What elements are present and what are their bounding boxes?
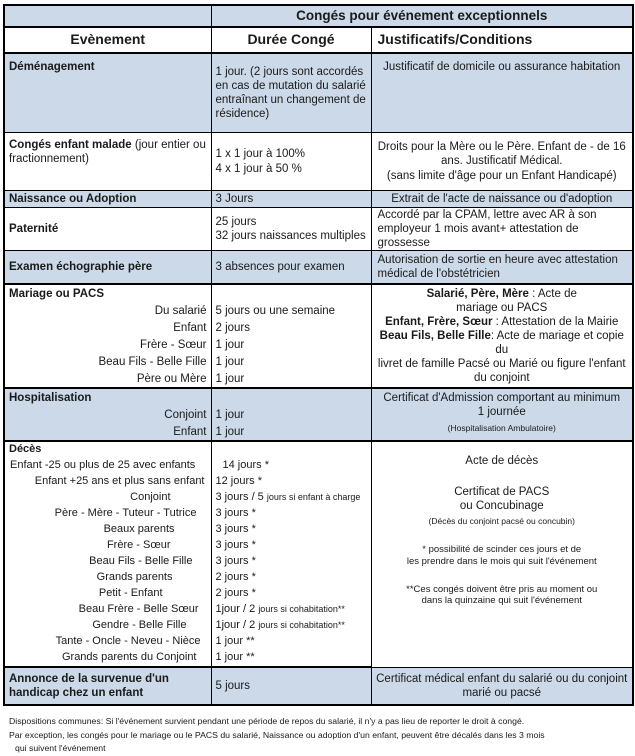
- proof-line: 1 journée: [477, 406, 526, 419]
- row-hospitalisation-header: Hospitalisation: [4, 388, 211, 406]
- row-deces-item-duration: 3 jours *: [211, 538, 371, 554]
- column-header-row: [4, 27, 633, 53]
- footnote-line-3: qui suivent l'événement: [15, 743, 106, 754]
- row-naissance-duration: 3 Jours: [211, 191, 371, 208]
- table-row: [4, 388, 633, 406]
- row-deces-item-label: Beaux parents: [4, 522, 211, 538]
- row-deces-item-label: Beau Frère - Belle Sœur: [4, 602, 211, 618]
- row-deces-item-label: Petit - Enfant: [4, 586, 211, 602]
- row-deces-item-duration: 1jour / 2 jours si cohabitation**: [211, 618, 371, 634]
- proof-line: Certificat d'Admission comportant au minimum: [383, 392, 621, 405]
- row-deces-item-label: Gendre - Belle Fille: [4, 618, 211, 634]
- row-enfant-malade-event-rest: (jour entier ou fractionnement): [9, 139, 206, 166]
- table-row: [4, 667, 633, 705]
- row-handicap-duration: 5 jours: [211, 667, 371, 705]
- document-title: Congés pour événement exceptionnels: [211, 5, 633, 27]
- proof-line: dans la quinzaine qui suit l'événement: [421, 595, 582, 607]
- column-header-proof: Justificatifs/Conditions: [371, 27, 633, 53]
- row-paternite-proof-2: employeur 1 mois avant+ attestation de grossesse: [377, 223, 579, 250]
- row-deces-item-label: Enfant +25 ans et plus sans enfant: [4, 474, 211, 490]
- row-mariage-pere-mere-duration: 1 jour: [211, 370, 371, 388]
- title-spacer-cell: [4, 5, 211, 27]
- row-enfant-malade-proof-2: ans. Justificatif Médical.: [441, 155, 563, 168]
- proof-line: ou Concubinage: [459, 500, 544, 513]
- row-handicap-event: [4, 667, 211, 705]
- row-echographie-proof-1: Autorisation de sortie en heure avec attestation: [377, 254, 618, 267]
- footnote-line-2: Par exception, les congés pour le mariage ou le PACS du salarié, Naissance ou adoption d'un enfant, peuvent être décalés dans les 3 mois: [9, 729, 545, 740]
- row-naissance-proof: Extrait de l'acte de naissance ou d'adoption: [371, 191, 633, 208]
- column-header-event: Evènement: [4, 27, 211, 53]
- row-deces-proof: [371, 441, 633, 667]
- row-deces-item-label: Frère - Sœur: [4, 538, 211, 554]
- row-handicap-proof: [371, 667, 633, 705]
- table-row: [4, 284, 633, 302]
- row-deces-item-label: Tante - Oncle - Neveu - Nièce: [4, 634, 211, 650]
- row-echographie-event: Examen échographie père: [4, 251, 211, 285]
- table-row: [4, 191, 633, 208]
- row-naissance-event: Naissance ou Adoption: [4, 191, 211, 208]
- row-echographie-proof: [371, 251, 633, 285]
- row-hospitalisation-enfant-duration: 1 jour: [211, 423, 371, 441]
- row-enfant-malade-event: [4, 133, 211, 191]
- row-enfant-malade-duration-1: 1 x 1 jour à 100%: [215, 148, 306, 161]
- proof-line: Beau Fils, Belle Fille: Acte de mariage et copie du: [379, 330, 624, 357]
- column-header-duration: Durée Congé: [211, 27, 371, 53]
- table-row: [4, 251, 633, 285]
- exceptional-leave-table: [3, 4, 634, 706]
- proof-line: Enfant, Frère, Sœur : Attestation de la Mairie: [385, 316, 619, 329]
- row-mariage-frere-soeur-duration: 1 jour: [211, 336, 371, 353]
- row-deces-header: Décès: [4, 441, 211, 458]
- row-mariage-header: Mariage ou PACS: [4, 284, 211, 302]
- row-deces-item-label: Conjoint: [4, 490, 211, 506]
- row-demenagement-proof: Justificatif de domicile ou assurance habitation: [371, 53, 633, 133]
- row-mariage-enfant-duration: 2 jours: [211, 319, 371, 336]
- row-deces-item-label: Père - Mère - Tuteur - Tutrice: [4, 506, 211, 522]
- row-hospitalisation-duration-blank: [211, 388, 371, 406]
- row-hospitalisation-proof: [371, 388, 633, 441]
- proof-line: les prendre dans le mois qui suit l'événement: [406, 556, 597, 568]
- proof-line: du conjoint: [473, 372, 530, 385]
- proof-line: Certificat de PACS: [454, 486, 550, 499]
- row-deces-item-duration: 12 jours *: [211, 474, 371, 490]
- row-deces-item-label: Grands parents du Conjoint: [4, 650, 211, 667]
- row-paternite-event: Paternité: [4, 208, 211, 251]
- row-mariage-beau-fils-duration: 1 jour: [211, 353, 371, 370]
- row-handicap-proof-1: Certificat médical enfant du salarié ou du conjoint: [376, 672, 628, 685]
- table-row: [4, 53, 633, 133]
- footnote-line-1: Dispositions communes: Si l'événement survient pendant une période de repos du salarié, il n'y a pas lieu de reporter le droit à congé.: [9, 716, 525, 727]
- row-enfant-malade-proof-1: Droits pour la Mère ou le Père. Enfant de - de 16: [377, 141, 626, 154]
- row-handicap-event-2: handicap chez un enfant: [9, 687, 144, 700]
- row-deces-item-duration: 3 jours *: [211, 506, 371, 522]
- row-enfant-malade-proof-3: (sans limite d'âge pour un Enfant Handicapé): [386, 169, 617, 182]
- row-deces-item-duration: 1 jour **: [211, 634, 371, 650]
- row-mariage-pere-mere-label: Père ou Mère: [4, 370, 211, 388]
- row-mariage-frere-soeur-label: Frère - Sœur: [4, 336, 211, 353]
- table-row: [4, 208, 633, 251]
- row-paternite-proof-1: Accordé par la CPAM, lettre avec AR à son: [377, 209, 597, 221]
- footnote-block: [3, 715, 632, 755]
- row-mariage-salarie-label: Du salarié: [4, 302, 211, 319]
- row-deces-item-duration: 1jour / 2 jours si cohabitation**: [211, 602, 371, 618]
- row-mariage-beau-fils-label: Beau Fils - Belle Fille: [4, 353, 211, 370]
- table-row: [4, 133, 633, 191]
- proof-line: **Ces congés doivent être pris au moment ou: [406, 583, 598, 595]
- row-paternite-duration: [211, 208, 371, 251]
- row-deces-item-label: Enfant -25 ou plus de 25 avec enfants: [4, 458, 211, 474]
- row-echographie-proof-2: médical de l'obstétricien: [377, 268, 500, 281]
- row-enfant-malade-duration-2: 4 x 1 jour à 50 %: [215, 162, 302, 175]
- row-deces-item-duration: 2 jours *: [211, 586, 371, 602]
- row-mariage-salarie-duration: 5 jours ou une semaine: [211, 302, 371, 319]
- row-deces-item-duration: 3 jours *: [211, 554, 371, 570]
- table-row: [4, 441, 633, 458]
- row-enfant-malade-proof: [371, 133, 633, 191]
- proof-line: (Hospitalisation Ambulatoire): [447, 423, 556, 434]
- row-paternite-duration-1: 25 jours: [215, 216, 257, 228]
- row-handicap-event-1: Annonce de la survenue d'un: [9, 673, 169, 686]
- proof-line: livret de famille Pacsé ou Marié ou figure l'enfant: [377, 358, 626, 371]
- row-deces-item-label: Grands parents: [4, 570, 211, 586]
- row-hospitalisation-conjoint-label: Conjoint: [4, 406, 211, 423]
- row-paternite-proof: [371, 208, 633, 251]
- row-deces-item-duration: 1 jour **: [211, 650, 371, 667]
- row-deces-item-duration: 3 jours / 5 jours si enfant à charge: [211, 490, 371, 506]
- proof-line: mariage ou PACS: [456, 302, 548, 315]
- proof-line: (Décès du conjoint pacsé ou concubin): [428, 516, 575, 527]
- row-demenagement-duration: 1 jour. (2 jours sont accordés en cas de mutation du salarié entraînant un changement de résidence): [211, 53, 371, 133]
- row-mariage-enfant-label: Enfant: [4, 319, 211, 336]
- row-hospitalisation-enfant-label: Enfant: [4, 423, 211, 441]
- row-deces-item-duration: 3 jours *: [211, 522, 371, 538]
- proof-line: * possibilité de scinder ces jours et de: [422, 544, 582, 556]
- row-echographie-duration: 3 absences pour examen: [211, 251, 371, 285]
- proof-line: Acte de décès: [465, 455, 539, 468]
- row-deces-item-label: Beau Fils - Belle Fille: [4, 554, 211, 570]
- row-deces-item-duration: 14 jours *: [211, 458, 371, 474]
- table-title-row: [4, 5, 633, 27]
- row-deces-duration-blank: [211, 441, 371, 458]
- row-enfant-malade-event-bold: Congés enfant malade: [9, 139, 132, 151]
- proof-line: Salarié, Père, Mère : Acte de: [426, 288, 577, 301]
- row-enfant-malade-duration: [211, 133, 371, 191]
- row-paternite-duration-2: 32 jours naissances multiples: [215, 230, 366, 243]
- row-mariage-duration-blank: [211, 284, 371, 302]
- row-handicap-proof-2: marié ou pacsé: [462, 686, 542, 699]
- row-hospitalisation-conjoint-duration: 1 jour: [211, 406, 371, 423]
- row-deces-item-duration: 2 jours *: [211, 570, 371, 586]
- row-mariage-proof: [371, 284, 633, 388]
- row-demenagement-event: Déménagement: [4, 53, 211, 133]
